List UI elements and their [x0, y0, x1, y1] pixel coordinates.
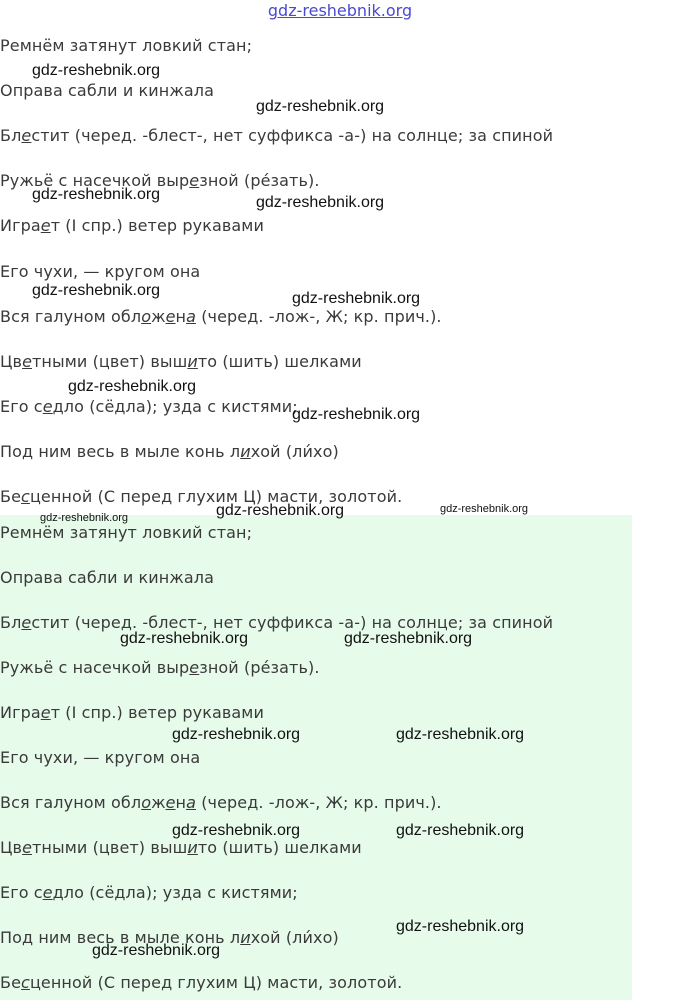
line-text: тными (цвет) выш	[32, 838, 188, 857]
line-text: то (шить) шелками	[197, 351, 362, 371]
poem-line	[0, 442, 339, 461]
line-text: то (шить) шелками	[197, 838, 362, 857]
line-text: стит (черед. -блест-, нет суффикса -а-) на солнце; за спиной	[31, 126, 554, 146]
orthogram-letter: и	[187, 351, 198, 371]
orthogram-letter: е	[42, 396, 53, 416]
orthogram-letter: е	[21, 613, 32, 632]
orthogram-letter: с	[21, 973, 30, 992]
line-text: Ружьё с насечкой выр	[0, 658, 190, 677]
line-text: Его чухи, — кругом она	[0, 261, 201, 281]
poem-line	[0, 126, 553, 145]
poem-block-second	[0, 515, 632, 1000]
header-site-link[interactable]: gdz-reshebnik.org	[267, 1, 413, 20]
line-text: н	[175, 793, 187, 812]
watermark-text: gdz-reshebnik.org	[68, 378, 197, 395]
orthogram-letter: е	[189, 658, 200, 677]
line-text: Его с	[0, 883, 43, 902]
watermark-text: gdz-reshebnik.org	[216, 502, 345, 519]
line-text: дло (сёдла); узда с кистями;	[52, 396, 298, 416]
poem-line	[0, 658, 320, 677]
line-text: Вся галуном обл	[0, 793, 142, 812]
watermark-text: gdz-reshebnik.org	[172, 822, 301, 839]
line-text: Вся галуном обл	[0, 306, 142, 326]
watermark-text: gdz-reshebnik.org	[396, 726, 525, 743]
line-text: Игра	[0, 216, 41, 236]
orthogram-letter: е	[22, 351, 33, 371]
line-text: хой (ли́хо)	[250, 441, 339, 461]
watermark-text: gdz-reshebnik.org	[396, 918, 525, 935]
line-text: хой (ли́хо)	[250, 928, 339, 947]
poem-line	[0, 523, 252, 542]
line-text: н	[175, 306, 187, 326]
poem-line	[0, 973, 402, 992]
line-text: Его чухи, — кругом она	[0, 748, 201, 767]
watermark-text: gdz-reshebnik.org	[40, 512, 129, 524]
line-text: зной (ре́зать).	[199, 171, 320, 191]
line-text: стит (черед. -блест-, нет суффикса -а-) на солнце; за спиной	[31, 613, 554, 632]
line-text: Игра	[0, 703, 41, 722]
line-text: ценной (С перед глухим Ц) масти, золотой.	[29, 973, 403, 992]
poem-line	[0, 793, 442, 812]
orthogram-letter: е	[21, 126, 32, 146]
watermark-text: gdz-reshebnik.org	[292, 290, 421, 307]
watermark-text: gdz-reshebnik.org	[256, 194, 385, 211]
poem-line	[0, 838, 362, 857]
line-text: т (I спр.) ветер рукавами	[50, 216, 264, 236]
orthogram-letter: е	[40, 216, 51, 236]
line-text: зной (ре́зать).	[199, 658, 320, 677]
poem-line	[0, 703, 264, 722]
watermark-text: gdz-reshebnik.org	[92, 942, 221, 959]
watermark-text: gdz-reshebnik.org	[256, 98, 385, 115]
watermark-text: gdz-reshebnik.org	[396, 822, 525, 839]
orthogram-letter: и	[240, 928, 251, 947]
orthogram-letter: е	[42, 883, 53, 902]
line-text: Ремнём затянут ловкий стан;	[0, 523, 253, 542]
poem-line	[0, 568, 214, 587]
line-text: т (I спр.) ветер рукавами	[50, 703, 264, 722]
line-text: Оправа сабли и кинжала	[0, 81, 214, 101]
line-text: (черед. -лож-, Ж; кр. прич.).	[196, 793, 442, 812]
line-text: Его с	[0, 396, 43, 416]
watermark-text: gdz-reshebnik.org	[32, 186, 161, 203]
watermark-text: gdz-reshebnik.org	[120, 630, 249, 647]
line-text: Бе	[0, 487, 22, 506]
orthogram-letter: с	[21, 487, 30, 506]
line-text: Бе	[0, 973, 22, 992]
line-text: Ремнём затянут ловкий стан;	[0, 36, 253, 55]
line-text: Ружьё с насечкой выр	[0, 171, 190, 191]
orthogram-letter: и	[187, 838, 198, 857]
orthogram-letter: о	[141, 793, 152, 812]
watermark-text: gdz-reshebnik.org	[292, 406, 421, 423]
line-text: (черед. -лож-, Ж; кр. прич.).	[196, 306, 442, 326]
poem-line	[0, 883, 298, 902]
line-text: Бл	[0, 126, 22, 146]
line-text: Цв	[0, 351, 23, 371]
orthogram-letter: и	[240, 441, 251, 461]
watermark-text: gdz-reshebnik.org	[344, 630, 473, 647]
line-text: Оправа сабли и кинжала	[0, 568, 214, 587]
watermark-text: gdz-reshebnik.org	[172, 726, 301, 743]
orthogram-letter: е	[189, 171, 200, 191]
poem-line	[0, 307, 442, 326]
orthogram-letter: е	[165, 793, 176, 812]
watermark-text: gdz-reshebnik.org	[32, 62, 161, 79]
poem-line	[0, 748, 200, 767]
orthogram-letter: е	[40, 703, 51, 722]
line-text: тными (цвет) выш	[32, 351, 188, 371]
orthogram-letter: е	[165, 306, 176, 326]
poem-line	[0, 36, 252, 55]
line-text: Бл	[0, 613, 22, 632]
orthogram-letter: е	[22, 838, 33, 857]
orthogram-letter: а	[186, 793, 197, 812]
line-text: Цв	[0, 838, 23, 857]
poem-line	[0, 262, 200, 281]
line-text: Под ним весь в мыле конь л	[0, 928, 241, 947]
line-text: ж	[151, 306, 166, 326]
poem-line	[0, 397, 298, 416]
line-text: Под ним весь в мыле конь л	[0, 441, 241, 461]
poem-line	[0, 352, 362, 371]
orthogram-letter: о	[141, 306, 152, 326]
orthogram-letter: а	[186, 306, 197, 326]
line-text: дло (сёдла); узда с кистями;	[52, 883, 298, 902]
watermark-text: gdz-reshebnik.org	[32, 282, 161, 299]
poem-line	[0, 216, 264, 235]
poem-line	[0, 81, 214, 100]
watermark-text: gdz-reshebnik.org	[440, 503, 529, 515]
line-text: ж	[151, 793, 166, 812]
line-text: ценной (С перед глухим Ц) масти, золотой.	[29, 487, 403, 506]
